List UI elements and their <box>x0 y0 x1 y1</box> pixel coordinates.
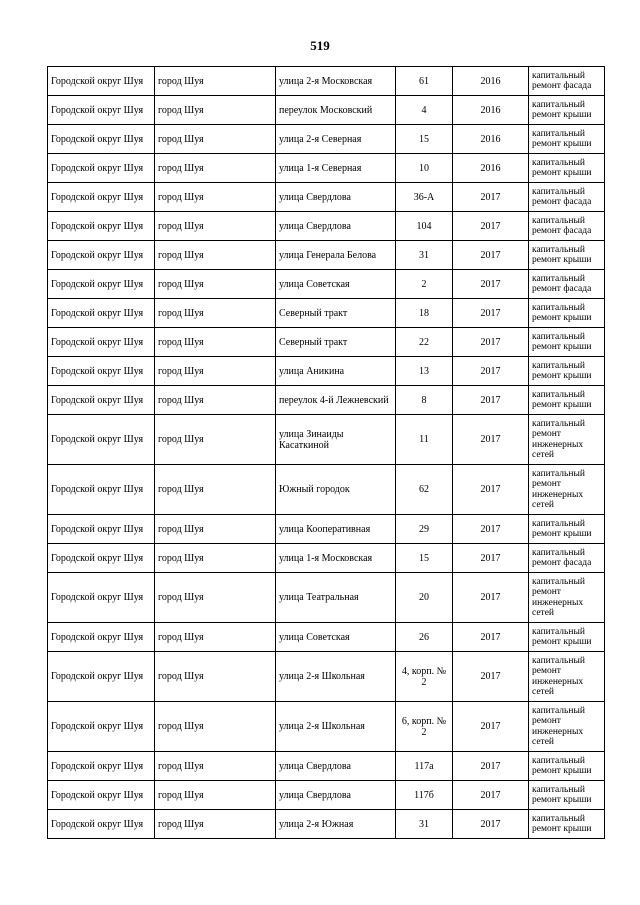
settlement-cell: город Шуя <box>155 357 276 386</box>
settlement-cell: город Шуя <box>155 183 276 212</box>
municipality-cell: Городской округ Шуя <box>48 810 155 839</box>
settlement-cell: город Шуя <box>155 386 276 415</box>
table-row <box>48 415 605 465</box>
table-row <box>48 544 605 573</box>
table-row <box>48 299 605 328</box>
table-row <box>48 212 605 241</box>
settlement-cell: город Шуя <box>155 623 276 652</box>
year-cell: 2017 <box>453 357 529 386</box>
house-cell: 8 <box>396 386 453 415</box>
settlement-cell: город Шуя <box>155 702 276 752</box>
street-cell: улица 2-я Школьная <box>276 652 396 702</box>
municipality-cell: Городской округ Шуя <box>48 183 155 212</box>
table-row <box>48 465 605 515</box>
street-cell: улица 2-я Школьная <box>276 702 396 752</box>
street-cell: улица 2-я Московская <box>276 67 396 96</box>
year-cell: 2017 <box>453 810 529 839</box>
settlement-cell: город Шуя <box>155 465 276 515</box>
house-cell: 2 <box>396 270 453 299</box>
table-row <box>48 573 605 623</box>
house-cell: 117б <box>396 781 453 810</box>
street-cell: переулок 4-й Лежневский <box>276 386 396 415</box>
table-row <box>48 67 605 96</box>
municipality-cell: Городской округ Шуя <box>48 752 155 781</box>
year-cell: 2017 <box>453 702 529 752</box>
municipality-cell: Городской округ Шуя <box>48 781 155 810</box>
municipality-cell: Городской округ Шуя <box>48 515 155 544</box>
table-row <box>48 781 605 810</box>
municipality-cell: Городской округ Шуя <box>48 415 155 465</box>
settlement-cell: город Шуя <box>155 810 276 839</box>
work-type-cell: капитальный ремонт инженерных сетей <box>529 415 605 465</box>
house-cell: 31 <box>396 810 453 839</box>
settlement-cell: город Шуя <box>155 154 276 183</box>
table-row <box>48 752 605 781</box>
work-type-cell: капитальный ремонт фасада <box>529 270 605 299</box>
municipality-cell: Городской округ Шуя <box>48 652 155 702</box>
settlement-cell: город Шуя <box>155 328 276 357</box>
municipality-cell: Городской округ Шуя <box>48 125 155 154</box>
municipality-cell: Городской округ Шуя <box>48 573 155 623</box>
settlement-cell: город Шуя <box>155 212 276 241</box>
settlement-cell: город Шуя <box>155 515 276 544</box>
street-cell: улица Свердлова <box>276 752 396 781</box>
year-cell: 2016 <box>453 125 529 154</box>
street-cell: улица 1-я Московская <box>276 544 396 573</box>
work-type-cell: капитальный ремонт фасада <box>529 212 605 241</box>
table-row <box>48 810 605 839</box>
municipality-cell: Городской округ Шуя <box>48 154 155 183</box>
year-cell: 2017 <box>453 328 529 357</box>
street-cell: улица Зинаиды Касаткиной <box>276 415 396 465</box>
settlement-cell: город Шуя <box>155 415 276 465</box>
year-cell: 2016 <box>453 154 529 183</box>
house-cell: 4, корп. № 2 <box>396 652 453 702</box>
work-type-cell: капитальный ремонт инженерных сетей <box>529 465 605 515</box>
work-type-cell: капитальный ремонт инженерных сетей <box>529 652 605 702</box>
repair-schedule-table <box>47 66 605 839</box>
page-number: 519 <box>310 38 330 53</box>
year-cell: 2017 <box>453 652 529 702</box>
municipality-cell: Городской округ Шуя <box>48 270 155 299</box>
street-cell: улица 2-я Южная <box>276 810 396 839</box>
work-type-cell: капитальный ремонт крыши <box>529 328 605 357</box>
work-type-cell: капитальный ремонт крыши <box>529 241 605 270</box>
house-cell: 11 <box>396 415 453 465</box>
settlement-cell: город Шуя <box>155 125 276 154</box>
settlement-cell: город Шуя <box>155 544 276 573</box>
year-cell: 2017 <box>453 299 529 328</box>
table-row <box>48 125 605 154</box>
street-cell: улица Свердлова <box>276 183 396 212</box>
house-cell: 36-А <box>396 183 453 212</box>
street-cell: улица Генерала Белова <box>276 241 396 270</box>
settlement-cell: город Шуя <box>155 781 276 810</box>
work-type-cell: капитальный ремонт фасада <box>529 544 605 573</box>
table-row <box>48 270 605 299</box>
table-row <box>48 702 605 752</box>
house-cell: 26 <box>396 623 453 652</box>
house-cell: 20 <box>396 573 453 623</box>
work-type-cell: капитальный ремонт инженерных сетей <box>529 702 605 752</box>
table-row <box>48 652 605 702</box>
house-cell: 31 <box>396 241 453 270</box>
street-cell: Северный тракт <box>276 328 396 357</box>
settlement-cell: город Шуя <box>155 652 276 702</box>
table-row <box>48 357 605 386</box>
street-cell: улица Свердлова <box>276 212 396 241</box>
house-cell: 10 <box>396 154 453 183</box>
house-cell: 15 <box>396 544 453 573</box>
street-cell: улица 2-я Северная <box>276 125 396 154</box>
table-row <box>48 183 605 212</box>
house-cell: 4 <box>396 96 453 125</box>
year-cell: 2017 <box>453 415 529 465</box>
work-type-cell: капитальный ремонт крыши <box>529 810 605 839</box>
settlement-cell: город Шуя <box>155 96 276 125</box>
municipality-cell: Городской округ Шуя <box>48 328 155 357</box>
house-cell: 104 <box>396 212 453 241</box>
settlement-cell: город Шуя <box>155 270 276 299</box>
street-cell: улица Аникина <box>276 357 396 386</box>
municipality-cell: Городской округ Шуя <box>48 702 155 752</box>
year-cell: 2017 <box>453 183 529 212</box>
street-cell: переулок Московский <box>276 96 396 125</box>
house-cell: 6, корп. № 2 <box>396 702 453 752</box>
work-type-cell: капитальный ремонт крыши <box>529 154 605 183</box>
table-row <box>48 515 605 544</box>
municipality-cell: Городской округ Шуя <box>48 544 155 573</box>
table-row <box>48 241 605 270</box>
year-cell: 2017 <box>453 752 529 781</box>
work-type-cell: капитальный ремонт крыши <box>529 752 605 781</box>
street-cell: улица Свердлова <box>276 781 396 810</box>
municipality-cell: Городской округ Шуя <box>48 357 155 386</box>
year-cell: 2017 <box>453 212 529 241</box>
house-cell: 61 <box>396 67 453 96</box>
municipality-cell: Городской округ Шуя <box>48 212 155 241</box>
year-cell: 2017 <box>453 573 529 623</box>
municipality-cell: Городской округ Шуя <box>48 386 155 415</box>
municipality-cell: Городской округ Шуя <box>48 465 155 515</box>
street-cell: улица 1-я Северная <box>276 154 396 183</box>
street-cell: улица Театральная <box>276 573 396 623</box>
work-type-cell: капитальный ремонт фасада <box>529 183 605 212</box>
year-cell: 2017 <box>453 623 529 652</box>
work-type-cell: капитальный ремонт крыши <box>529 781 605 810</box>
work-type-cell: капитальный ремонт крыши <box>529 357 605 386</box>
work-type-cell: капитальный ремонт крыши <box>529 515 605 544</box>
house-cell: 117а <box>396 752 453 781</box>
year-cell: 2017 <box>453 386 529 415</box>
year-cell: 2016 <box>453 96 529 125</box>
work-type-cell: капитальный ремонт крыши <box>529 299 605 328</box>
work-type-cell: капитальный ремонт инженерных сетей <box>529 573 605 623</box>
house-cell: 18 <box>396 299 453 328</box>
municipality-cell: Городской округ Шуя <box>48 241 155 270</box>
street-cell: улица Советская <box>276 270 396 299</box>
year-cell: 2017 <box>453 515 529 544</box>
year-cell: 2017 <box>453 270 529 299</box>
municipality-cell: Городской округ Шуя <box>48 623 155 652</box>
street-cell: Северный тракт <box>276 299 396 328</box>
work-type-cell: капитальный ремонт крыши <box>529 386 605 415</box>
municipality-cell: Городской округ Шуя <box>48 299 155 328</box>
table-row <box>48 154 605 183</box>
table-row <box>48 386 605 415</box>
street-cell: улица Советская <box>276 623 396 652</box>
settlement-cell: город Шуя <box>155 299 276 328</box>
year-cell: 2017 <box>453 544 529 573</box>
year-cell: 2017 <box>453 465 529 515</box>
table-row <box>48 623 605 652</box>
year-cell: 2017 <box>453 781 529 810</box>
settlement-cell: город Шуя <box>155 752 276 781</box>
settlement-cell: город Шуя <box>155 67 276 96</box>
work-type-cell: капитальный ремонт фасада <box>529 67 605 96</box>
settlement-cell: город Шуя <box>155 573 276 623</box>
year-cell: 2016 <box>453 67 529 96</box>
work-type-cell: капитальный ремонт крыши <box>529 125 605 154</box>
municipality-cell: Городской округ Шуя <box>48 96 155 125</box>
table-row <box>48 328 605 357</box>
settlement-cell: город Шуя <box>155 241 276 270</box>
year-cell: 2017 <box>453 241 529 270</box>
work-type-cell: капитальный ремонт крыши <box>529 96 605 125</box>
street-cell: Южный городок <box>276 465 396 515</box>
house-cell: 22 <box>396 328 453 357</box>
work-type-cell: капитальный ремонт крыши <box>529 623 605 652</box>
house-cell: 13 <box>396 357 453 386</box>
municipality-cell: Городской округ Шуя <box>48 67 155 96</box>
table-row <box>48 96 605 125</box>
house-cell: 29 <box>396 515 453 544</box>
house-cell: 15 <box>396 125 453 154</box>
house-cell: 62 <box>396 465 453 515</box>
street-cell: улица Кооперативная <box>276 515 396 544</box>
